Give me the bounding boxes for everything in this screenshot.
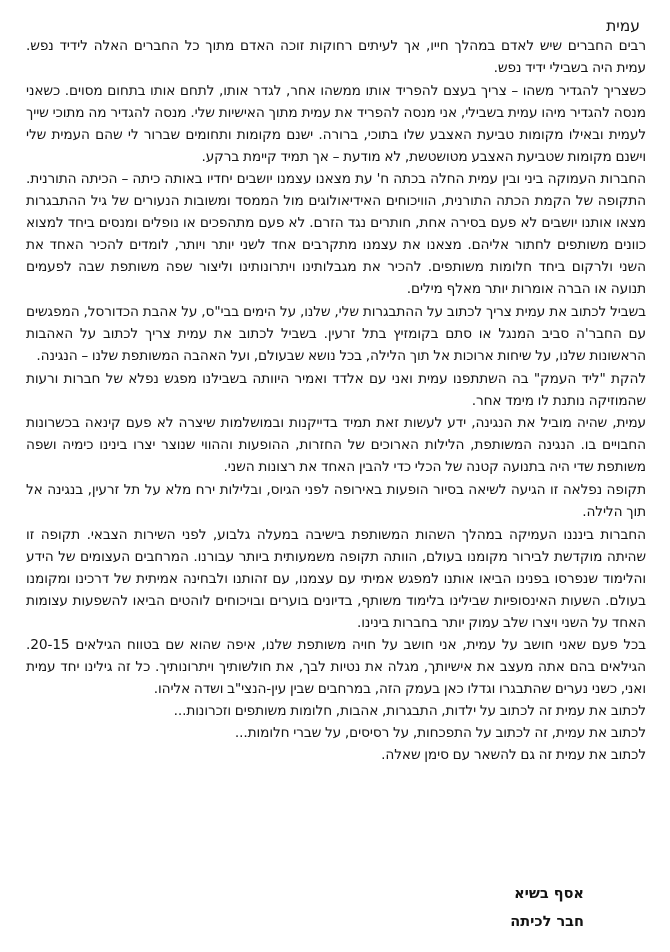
paragraph-11: לכתוב את עמית, זה לכתוב על התפכחות, על רסיסים, על שברי חלומות... <box>234 725 646 742</box>
paragraph-6: עמית, שהיה מוביל את הנגינה, ידע לעשות זאת תמיד בדייקנות ובמושלמות שיצרה לא פעם קינאה בכשרונות החבויים בו. הנגינה המשותפת, הלילות הארוכים של החזרות, ההופעות וההווי שנוצר יצרו בינינו כימיה ושפה משותפת שדי היה בתנועה קטנה של הכלי כדי להבין האחד את רצונות השני. <box>26 415 646 476</box>
paragraph-5: להקת "ליד העמק" בה השתתפנו עמית ואני עם אלדד ואמיר היוותה בשבילנו מפגש נפלא של חברות ורעות שהמוזיקה נותנת לו מימד אחר. <box>26 370 646 409</box>
paragraph-8: החברות בינננו העמיקה במהלך השהות המשותפת בישיבה במעלה גלבוע, לפני השירות הצבאי. תקופה זו שהיתה מוקדשת לבירור מקומנו בעולם, הוותה תקופה משמעותית ביותר עבורנו. המרחבים העצומים של הידע והלימוד שנפרסו בפנינו הביאו אותנו למפגש אמיתי עם עצמנו, עם זהותנו ולבחינה אמיתית של דרכינו ומקומנו בעולם. השעות האינסופיות שבילינו בלימוד משותף, בדיונים בוערים ובויכוחים לוהטים הביאו להשפעות עצומות האחד על השני ויצרו שלב עמוק יותר בחברות בינינו. <box>26 526 646 631</box>
document-title: עמית <box>606 17 640 35</box>
paragraph-12: לכתוב את עמית זה גם להשאר עם סימן שאלה. <box>381 747 646 763</box>
paragraph-4: בשביל לכתוב את עמית צריך לכתוב על ההתבגרות שלי, שלנו, על הימים בבי"ס, על אהבת הכדורסל, המפגשים עם החבר'ה סביב המנגל או סתם בקומזיץ בתל זרעין. בשביל לכתוב את עמית צריך לכתוב על האהבות הראשונות שלנו, על שיחות ארוכות אל תוך הלילה, בכל נושא שבעולם, ועל האהבה המשותפת שלנו – הנגינה. <box>26 303 646 364</box>
signature-name: אסף בשיא <box>514 886 584 902</box>
paragraph-7: תקופה נפלאה זו הגיעה לשיאה בסיור הופעות באירופה לפני הגיוס, ובלילות ירח מלא על תל זרעין, בנגינה אל תוך הלילה. <box>26 482 646 521</box>
paragraph-2: כשצריך להגדיר משהו – צריך בעצם להפריד אותו ממשהו אחר, לגדר אותו, לתחם אותו בתחום מסוים. כשאני מנסה להגדיר מיהו עמית בשבילי, אני מנסה להפריד את עמית מתוך האישיות שלי. מנסה להגדיר מה מתוכי שייך לעמית ובאילו מקומות טביעת האצבע שלו בתוכי, ברורה. ישנם מקומות ותחומים שברור לי שהם העמית שלי וישנם מקומות שטביעת האצבע מטושטשת, לא מודעת – אך תמיד קיימת ברקע. <box>26 82 646 165</box>
signature-role: חבר לכיתה <box>510 914 584 930</box>
paragraph-3: החברות העמוקה ביני ובין עמית החלה בכתה ח' עת מצאנו עצמנו יושבים יחדיו באותה כיתה – הכיתה התורנית. התקופה של הקמת הכתה התורנית, הוויכוחים האידיאולוגים מול הממסד ומשובות הנעורים של גיל ההתבגרות מצאו אותנו יושבים לא פעם בסירה אחת, חותרים נגד הזרם. לא פעם מתהפכים או נופלים ומנסים ביחד למצוא כוונים משותפים לחתור אליהם. מצאנו את עצמנו מתקרבים אחד לשני יותר ויותר, לומדים להכיר האחד את השני ולרקום ביחד חלומות משותפים. להכיר את מגבלותינו ויתרונותינו וליצור שפה משותפת שבה לפעמים תנועה או הברה אומרות יותר מאלף מילים. <box>26 171 646 297</box>
paragraph-1: רבים החברים שיש לאדם במהלך חייו, אך לעיתים רחוקות זוכה האדם מתוך כל החברים האלה לידיד נפש. עמית היה בשבילי ידיד נפש. <box>26 38 646 76</box>
paragraph-10: לכתוב את עמית זה לכתוב על ילדות, התבגרות, אהבות, חלומות משותפים וזכרונות... <box>173 703 646 720</box>
paragraph-9: בכל פעם שאני חושב על עמית, אני חושב על חויה משותפת שלנו, איפה שהוא שם בטווח הגילאים 20-15. הגילאים בהם אתה מעצב את אישיותך, מגלה את נטיות לבך, את חולשותיך ויתרונותיך. כל זה גילינו יחד עמית ואני, כשני נערים שהתבגרו וגדלו כאן בעמק הזה, במרחבים שבין עין-הנצי"ב ושדה אליהו. <box>26 637 646 698</box>
signature-block <box>510 880 584 936</box>
